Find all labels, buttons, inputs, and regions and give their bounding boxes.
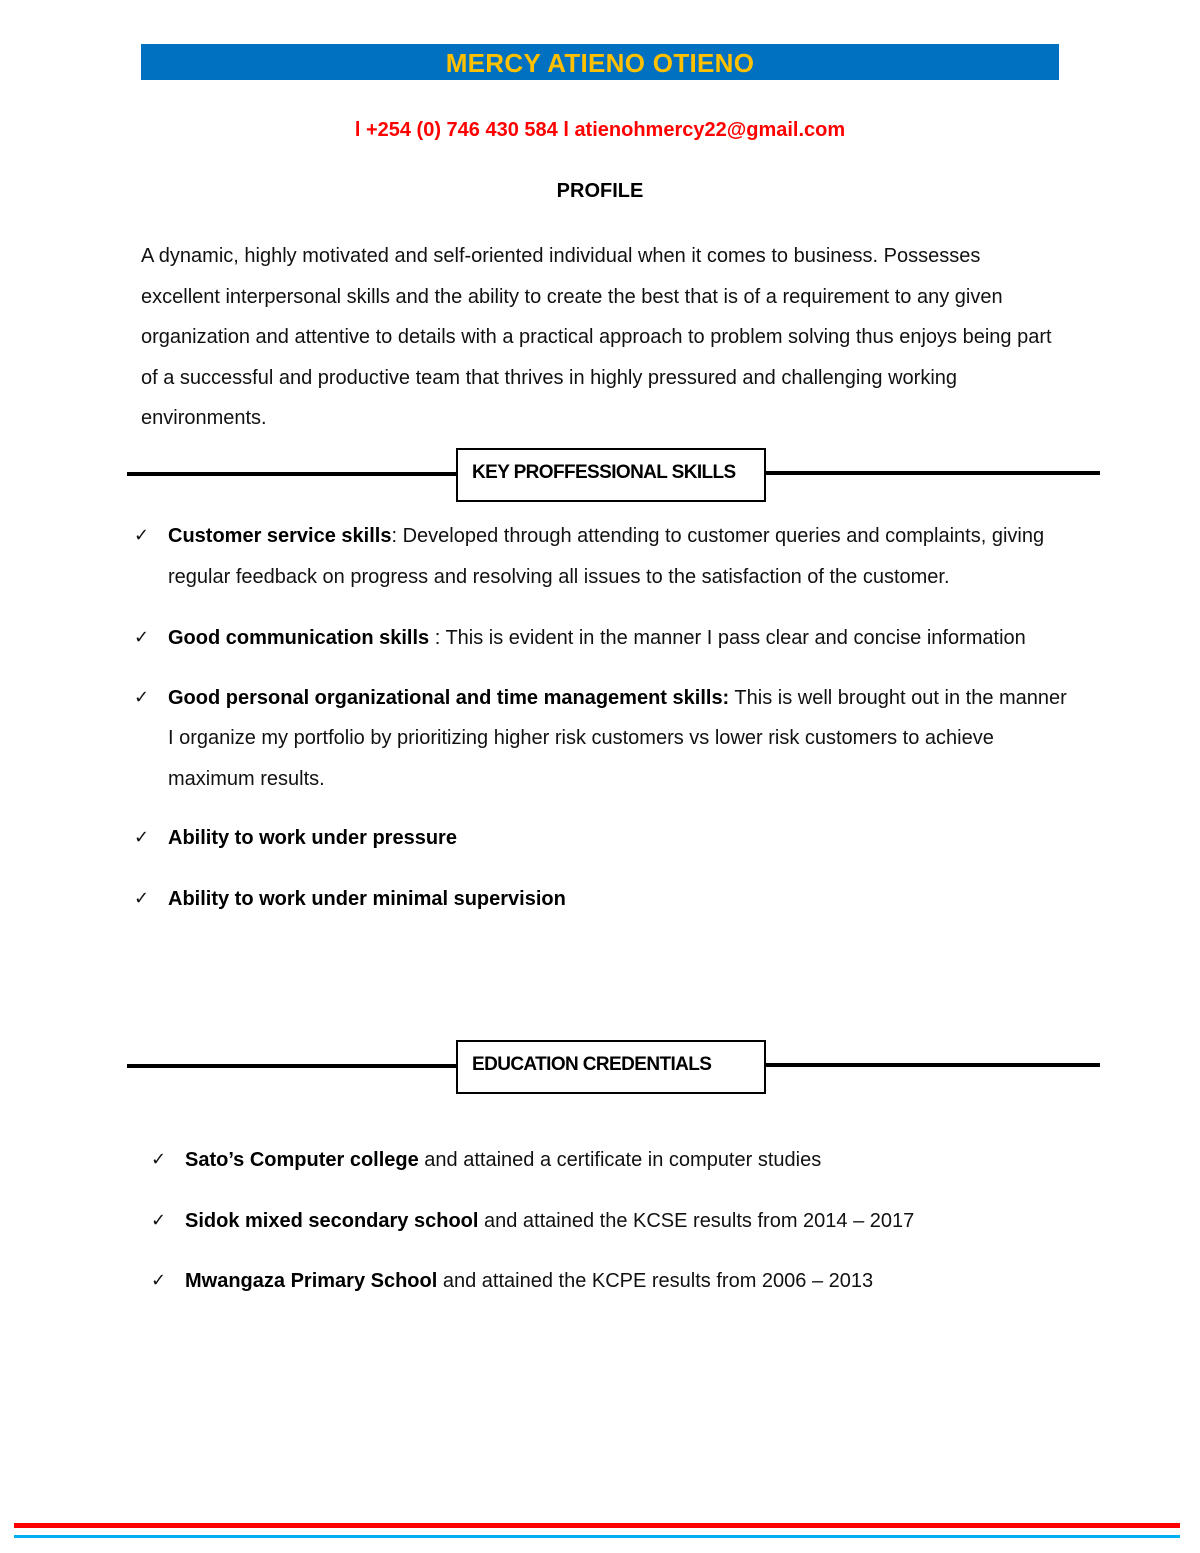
school-detail: and attained the KCPE results from 2006 – 2013 [437, 1270, 874, 1292]
education-list [147, 1140, 1087, 1322]
skills-section-box [456, 448, 766, 502]
list-item [130, 516, 1070, 597]
education-section-box [456, 1040, 766, 1094]
skills-list [130, 516, 1070, 919]
school-detail: and attained the KCSE results from 2014 – 2017 [478, 1209, 915, 1232]
skill-text: : Developed through attending to customer queries and complaints, giving regular feedback on progress and resolving all issues to the satisfaction of the customer. [168, 525, 1045, 588]
skill-text: : This is evident in the manner I pass clear and concise information [429, 627, 1026, 649]
skill-title: Customer service skills [168, 525, 392, 547]
list-item [130, 818, 1070, 859]
checkmark-icon: ✓ [134, 887, 150, 909]
checkmark-icon: ✓ [134, 686, 150, 708]
list-item [130, 879, 1070, 920]
section-divider-left [127, 1064, 457, 1068]
school-name: Sato’s Computer college [185, 1149, 419, 1171]
section-divider-right [766, 1063, 1100, 1067]
skill-text: This is well brought out in the manner I organize my portfolio by prioritizing higher risk customers vs lower risk customers to achieve maximum results. [168, 686, 1067, 790]
candidate-name: MERCY ATIENO OTIENO [445, 48, 755, 78]
school-name: Sidok mixed secondary school [185, 1209, 479, 1232]
list-item [147, 1261, 1087, 1302]
checkmark-icon: ✓ [134, 627, 150, 648]
section-divider-left [127, 472, 457, 476]
skill-title: Ability to work under pressure [168, 827, 457, 849]
list-item [130, 618, 1070, 659]
checkmark-icon: ✓ [134, 827, 150, 848]
list-item [130, 678, 1070, 800]
list-item [147, 1140, 1087, 1181]
checkmark-icon: ✓ [151, 1270, 167, 1291]
section-divider-right [766, 471, 1100, 475]
footer-red-rule [14, 1523, 1180, 1528]
profile-text: A dynamic, highly motivated and self-oriented individual when it comes to business. Possesses excellent interpersonal skills and the ability to create the best that is of a requirement to any given organization and attentive to details with a practical approach to problem solving thus enjoys being part of a successful and productive team that thrives in highly pressured and challenging working environments. [141, 245, 1052, 429]
skills-heading: KEY PROFFESSIONAL SKILLS [472, 462, 736, 483]
school-name: Mwangaza Primary School [185, 1270, 438, 1292]
skill-title: Ability to work under minimal supervision [168, 887, 566, 910]
checkmark-icon: ✓ [134, 525, 150, 546]
skill-title: Good communication skills [168, 627, 430, 649]
list-item [147, 1201, 1087, 1242]
skill-title: Good personal organizational and time management skills: [168, 686, 730, 709]
profile-heading: PROFILE [556, 180, 644, 202]
school-detail: and attained a certificate in computer studies [418, 1149, 822, 1171]
checkmark-icon: ✓ [151, 1149, 167, 1170]
contact-line: l +254 (0) 746 430 584 l atienohmercy22@gmail.com [354, 119, 846, 141]
footer-blue-rule [14, 1535, 1180, 1538]
checkmark-icon: ✓ [151, 1209, 167, 1231]
education-heading: EDUCATION CREDENTIALS [472, 1054, 712, 1075]
name-banner [141, 44, 1059, 80]
